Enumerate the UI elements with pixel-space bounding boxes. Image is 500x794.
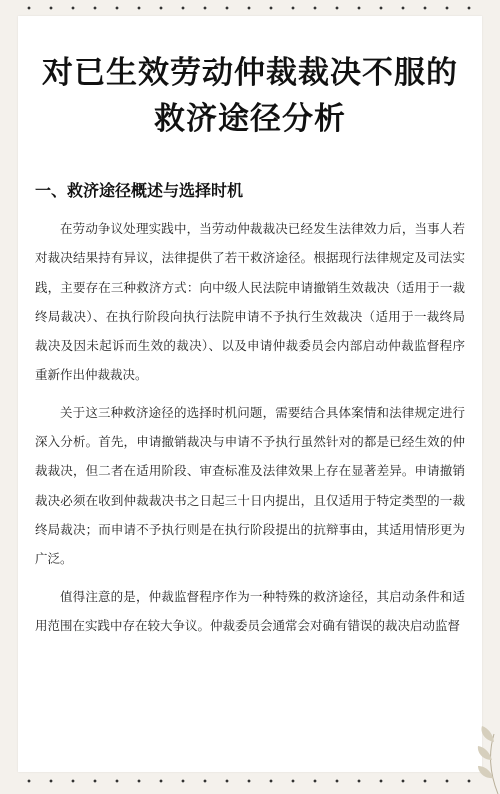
body-text bbox=[35, 214, 465, 648]
title-line-2: 救济途径分析 bbox=[154, 101, 346, 137]
leaf-decoration-icon bbox=[460, 704, 500, 794]
section-heading: 一、救济途径概述与选择时机 bbox=[35, 181, 244, 200]
document-title bbox=[18, 50, 482, 142]
paragraph-2: 关于这三种救济途径的选择时机问题，需要结合具体案情和法律规定进行深入分析。首先，申请撤销裁决与申请不予执行虽然针对的都是已经生效的仲裁裁决，但二者在适用阶段、审查标准及法律效果上存在显著差异。申请撤销裁决必须在收到仲裁裁决书之日起三十日内提出，且仅适用于特定类型的一裁终局裁决；而申请不予执行则是在执行阶段提出的抗辩事由，其适用情形更为广泛。 bbox=[35, 404, 465, 567]
bottom-dotted-border bbox=[18, 779, 482, 783]
top-dotted-border bbox=[18, 6, 482, 10]
title-line-1: 对已生效劳动仲裁裁决不服的 bbox=[42, 55, 458, 91]
paragraph-1: 在劳动争议处理实践中，当劳动仲裁裁决已经发生法律效力后，当事人若对裁决结果持有异议，法律提供了若干救济途径。根据现行法律规定及司法实践，主要存在三种救济方式：向中级人民法院申请撤销生效裁决（适用于一裁终局裁决）、在执行阶段向执行法院申请不予执行生效裁决（适用于一裁终局裁决及因未起诉而生效的裁决）、以及申请仲裁委员会内部启动仲裁监督程序重新作出仲裁裁决。 bbox=[35, 221, 465, 383]
paragraph-3: 值得注意的是，仲裁监督程序作为一种特殊的救济途径，其启动条件和适用范围在实践中存在较大争议。仲裁委员会通常会对确有错误的裁决启动监督 bbox=[35, 588, 465, 633]
document-page bbox=[18, 16, 482, 772]
